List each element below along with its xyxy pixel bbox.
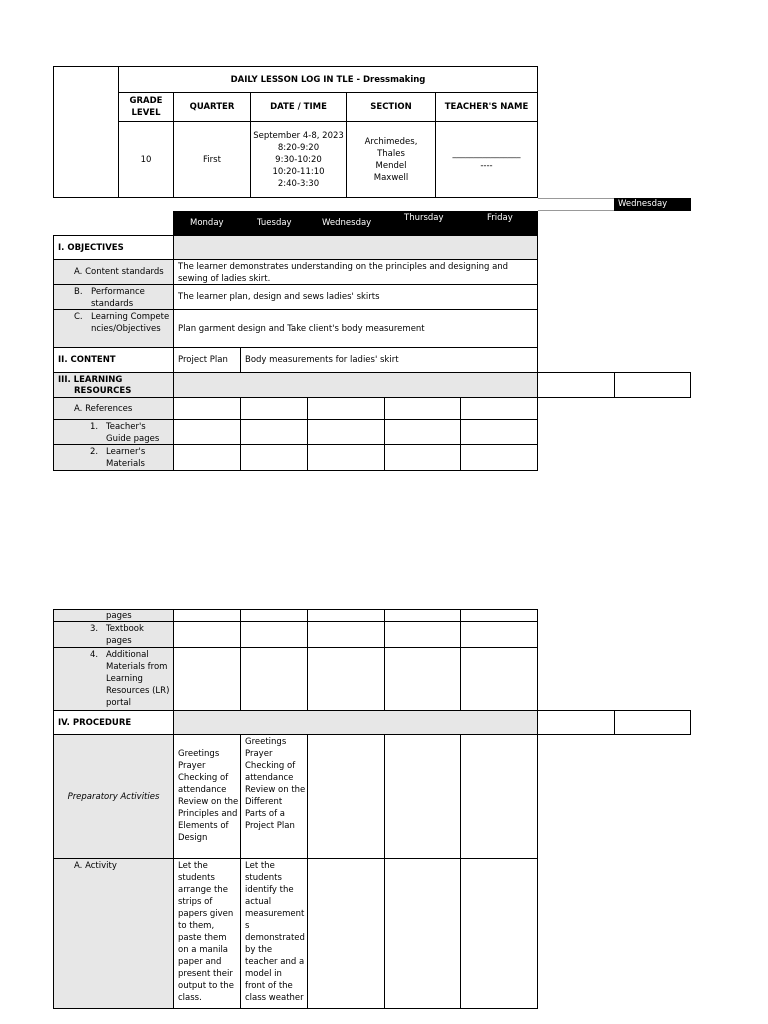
- content-standards-label: A. Content standards: [53, 259, 174, 285]
- text-line: teacher and a: [245, 957, 305, 967]
- date-time-header: DATE / TIME: [250, 92, 347, 122]
- grid-cell: [240, 621, 308, 648]
- grid-cell: [460, 444, 538, 471]
- learners-materials-label: [53, 444, 174, 471]
- label-text: Learner's Materials: [106, 447, 146, 469]
- text-line: class.: [178, 993, 202, 1003]
- activity-monday-cell: [173, 858, 241, 1009]
- text-line: paste them: [178, 933, 227, 943]
- time-line: 2:40-3:30: [277, 178, 320, 189]
- text-line: students: [245, 873, 282, 883]
- grid-cell: [307, 397, 385, 420]
- grid-cell: [307, 419, 385, 445]
- text-line: strips of: [178, 897, 213, 907]
- text-line: model in: [245, 969, 282, 979]
- section-line: Thales: [377, 148, 405, 159]
- date-line: September 4-8, 2023: [253, 130, 344, 141]
- references-label: A. References: [53, 397, 174, 420]
- text-line: Elements of: [178, 821, 229, 831]
- grid-cell: [240, 419, 308, 445]
- grid-cell: [307, 858, 385, 1009]
- text-line: by the: [245, 945, 273, 955]
- activity-tuesday-cell: [240, 858, 308, 1009]
- textbook-label: [53, 621, 174, 648]
- grid-cell: [307, 647, 385, 711]
- grid-cell: [307, 734, 385, 859]
- text-line: present their: [178, 969, 233, 979]
- text-line: paper and: [178, 957, 222, 967]
- text-line: attendance: [245, 773, 294, 783]
- activity-label: [53, 858, 174, 1009]
- label-number: 4.: [90, 650, 99, 660]
- grid-cell: [384, 858, 461, 1009]
- performance-standards-text: The learner plan, design and sews ladies' skirts: [173, 284, 538, 310]
- stray-day-label: Wednesday: [614, 198, 691, 211]
- content-standards-text: The learner demonstrates understanding on the principles and designing and sewing of ladies skirt.: [173, 259, 538, 285]
- text-line: output to the: [178, 981, 234, 991]
- grid-cell: [460, 419, 538, 445]
- text-line: identify the: [245, 885, 294, 895]
- date-time-value: [250, 121, 347, 198]
- text-line: Let the: [245, 861, 275, 871]
- quarter-value: First: [173, 121, 251, 198]
- grid-cell: [173, 647, 241, 711]
- section-header: SECTION: [346, 92, 436, 122]
- text-line: Prayer: [245, 749, 273, 759]
- text-line: Let the: [178, 861, 208, 871]
- grid-cell: [240, 397, 308, 420]
- grid-cell: [173, 419, 241, 445]
- grid-cell: [384, 444, 461, 471]
- text-line: attendance: [178, 785, 227, 795]
- performance-standards-label: [53, 284, 174, 310]
- label-text: Additional Materials from Learning Resources (LR) portal: [106, 650, 170, 708]
- competencies-label: [53, 309, 174, 348]
- page-title: DAILY LESSON LOG IN TLE - Dressmaking: [118, 66, 538, 93]
- text-line: Greetings: [245, 737, 287, 747]
- text-line: measurement: [245, 909, 305, 919]
- grid-cell: [384, 397, 461, 420]
- text-line: on a manila: [178, 945, 229, 955]
- objectives-shade: [173, 235, 538, 260]
- content-heading: II. CONTENT: [53, 347, 174, 373]
- content-monday: Project Plan: [173, 347, 241, 373]
- text-line: Review on the: [178, 797, 239, 807]
- text-line: actual: [245, 897, 272, 907]
- grid-cell: [384, 647, 461, 711]
- extra-cell: [537, 372, 615, 398]
- text-line: Checking of: [178, 773, 229, 783]
- label-letter: C.: [74, 312, 83, 322]
- label-letter: B.: [74, 287, 83, 297]
- day-thursday: Thursday: [404, 213, 444, 223]
- heading-line: RESOURCES: [74, 386, 132, 396]
- grid-cell: [460, 734, 538, 859]
- time-line: 9:30-10:20: [275, 154, 322, 165]
- text-line: Principles and: [178, 809, 238, 819]
- label-text: Learning Competencies/Objectives: [91, 312, 170, 334]
- grid-cell: [173, 444, 241, 471]
- text-line: arrange the: [178, 885, 228, 895]
- text-line: Greetings: [178, 749, 220, 759]
- text-line: class weather: [245, 993, 304, 1003]
- extra-cell: [537, 710, 615, 735]
- text-line: students: [178, 873, 215, 883]
- time-line: 8:20-9:20: [277, 142, 320, 153]
- grid-cell: [460, 397, 538, 420]
- label-number: 3.: [90, 624, 99, 634]
- day-wednesday: Wednesday: [322, 218, 372, 228]
- label-text: A. Activity: [74, 861, 117, 871]
- teacher-name-value: [435, 121, 538, 198]
- text-line: Review on the: [245, 785, 306, 795]
- grid-cell: [307, 444, 385, 471]
- text-line: Prayer: [178, 761, 206, 771]
- prep-tuesday-cell: [240, 734, 308, 859]
- section-line: Archimedes,: [364, 136, 418, 147]
- section-line: Mendel: [375, 160, 407, 171]
- grid-cell: [240, 647, 308, 711]
- preparatory-label: Preparatory Activities: [53, 734, 174, 859]
- procedure-heading: IV. PROCEDURE: [53, 710, 174, 735]
- label-text: Performance standards: [91, 287, 145, 309]
- extra-cell: [614, 372, 691, 398]
- teachers-guide-label: [53, 419, 174, 445]
- procedure-shade: [173, 710, 538, 735]
- grid-cell: [307, 621, 385, 648]
- teacher-name-header: TEACHER'S NAME: [435, 92, 538, 122]
- text-line: demonstrated: [245, 933, 305, 943]
- section-value: [346, 121, 436, 198]
- grid-cell: [173, 397, 241, 420]
- time-line: 10:20-11:10: [272, 166, 325, 177]
- grade-level-header: GRADE LEVEL: [118, 92, 174, 122]
- prep-monday-cell: [173, 734, 241, 859]
- grid-cell: [460, 621, 538, 648]
- content-tuesday: Body measurements for ladies' skirt: [240, 347, 538, 373]
- text-line: Parts of a: [245, 809, 286, 819]
- day-tuesday: Tuesday: [257, 218, 292, 228]
- competencies-text: Plan garment design and Take client's body measurement: [173, 309, 538, 348]
- grid-cell: [384, 734, 461, 859]
- text-line: to them,: [178, 921, 215, 931]
- grid-cell: [384, 419, 461, 445]
- grid-cell: [384, 621, 461, 648]
- teacher-name-dash: ----: [480, 160, 493, 171]
- grid-cell: [173, 621, 241, 648]
- day-monday: Monday: [190, 218, 224, 228]
- label-number: 1.: [90, 422, 99, 432]
- objectives-heading: I. OBJECTIVES: [53, 235, 174, 260]
- learning-resources-shade: [173, 372, 538, 398]
- quarter-header: QUARTER: [173, 92, 251, 122]
- label-number: 2.: [90, 447, 99, 457]
- grid-cell: [460, 647, 538, 711]
- text-line: front of the: [245, 981, 293, 991]
- grid-cell: [240, 444, 308, 471]
- extra-cell: [614, 710, 691, 735]
- additional-materials-label: [53, 647, 174, 711]
- logo-cell: [53, 66, 119, 198]
- text-line: Different: [245, 797, 283, 807]
- label-text: Textbook pages: [106, 624, 144, 646]
- text-line: Design: [178, 833, 208, 843]
- label-text: pages: [106, 611, 132, 621]
- text-line: Project Plan: [245, 821, 295, 831]
- text-line: Checking of: [245, 761, 296, 771]
- grade-level-value: 10: [118, 121, 174, 198]
- section-line: Maxwell: [373, 172, 409, 183]
- text-line: s: [245, 921, 250, 931]
- learning-resources-heading: [53, 372, 174, 398]
- heading-line: III. LEARNING: [58, 375, 123, 385]
- grid-cell: [460, 858, 538, 1009]
- text-line: papers given: [178, 909, 234, 919]
- teacher-name-line: ________________: [452, 148, 521, 159]
- label-text: Teacher's Guide pages: [106, 422, 160, 444]
- day-friday: Friday: [487, 213, 513, 223]
